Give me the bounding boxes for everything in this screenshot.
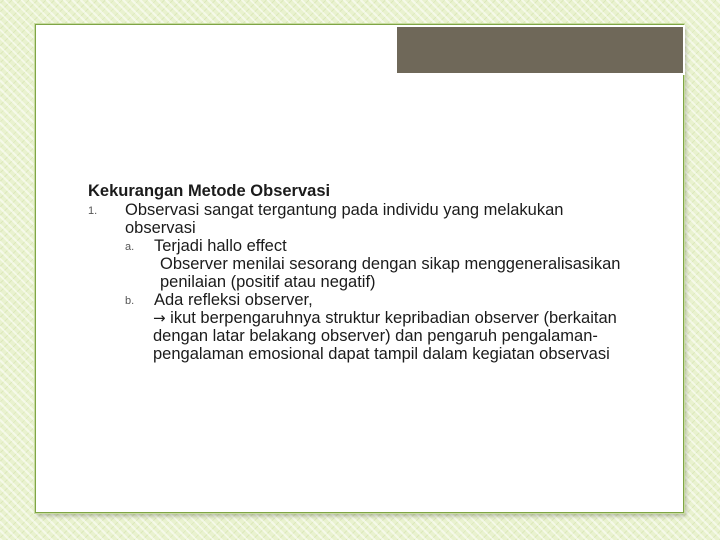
list-marker-1: 1. [88,205,98,217]
sublist-item-b-text: Ada refleksi observer, [154,291,313,309]
sublist-item-b-detail: ikut berpengaruhnya struktur kepribadian observer (berkaitan dengan latar belakang observer) dan pengaruh pengalaman-pengalaman emosional dapat tampil dalam kegiatan observasi [153,309,617,363]
list-item-1 [88,201,628,237]
sublist-item-a-detail: Observer menilai sesorang dengan sikap menggeneralisasikan penilaian (positif atau negatif) [160,255,621,291]
header-bar [395,25,685,75]
list-item-1-text: Observasi sangat tergantung pada individu yang melakukan observasi [125,201,564,237]
arrow-right-icon: → [153,309,166,327]
sublist-item-b-detail-block [88,309,628,363]
sublist-item-a [88,237,628,255]
sublist-marker-a: a. [125,241,135,253]
sublist-item-a-text: Terjadi hallo effect [154,237,287,255]
slide-heading: Kekurangan Metode Observasi [88,182,331,200]
sublist-item-b [88,291,628,309]
slide-content [88,182,628,363]
sublist-marker-b: b. [125,295,135,307]
